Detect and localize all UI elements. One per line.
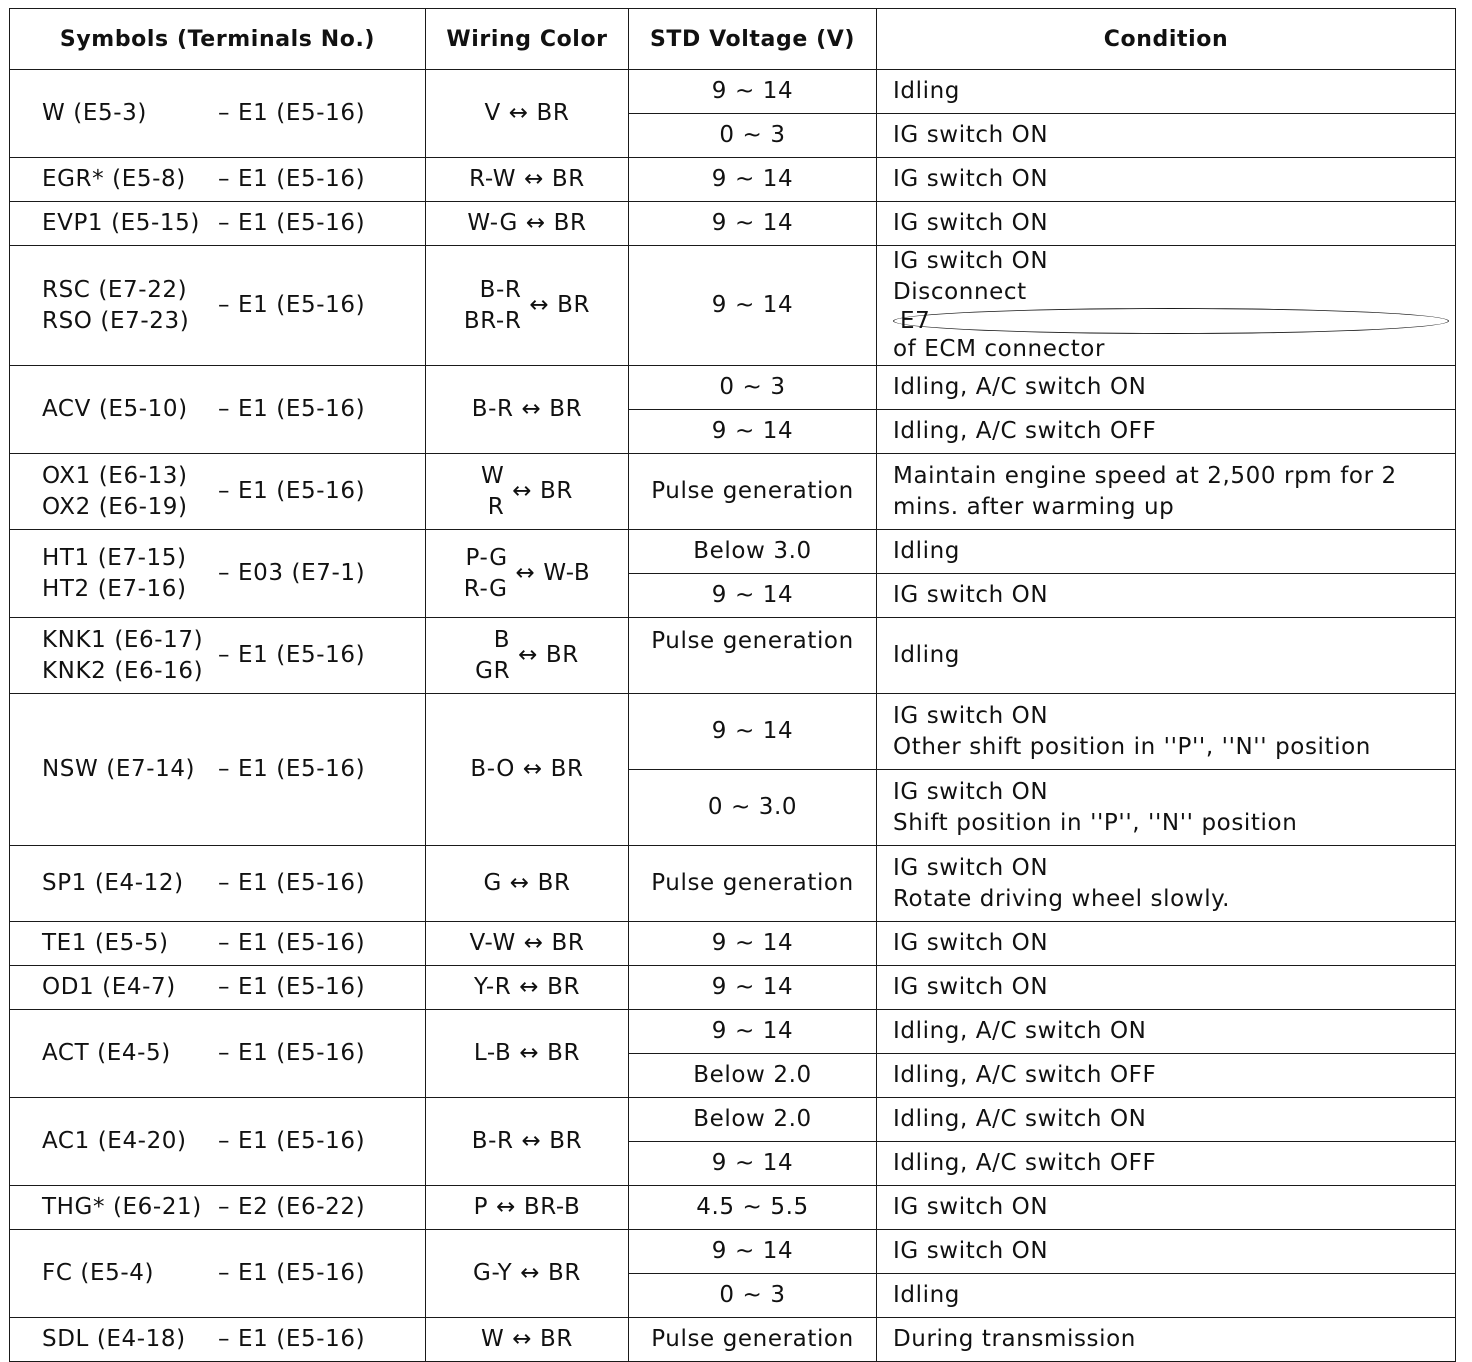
connector-e7-badge: E7: [893, 308, 1449, 334]
voltage-cell: 9 ~ 14: [629, 1010, 877, 1054]
condition-cell: IG switch ON: [877, 202, 1456, 246]
wiring-cell: Y-R ↔ BR: [426, 966, 629, 1010]
wiring-cell: B GR ↔ BR: [426, 618, 629, 694]
symbol-cell: KNK1 (E6-17) KNK2 (E6-16) – E1 (E5-16): [10, 618, 426, 694]
wiring-cell: G-Y ↔ BR: [426, 1230, 629, 1318]
condition-cell: IG switch ON Disconnect E7 of ECM connector: [877, 246, 1456, 366]
table-row: [10, 202, 1456, 246]
condition-cell: Idling, A/C switch OFF: [877, 1142, 1456, 1186]
condition-cell: Idling, A/C switch ON: [877, 366, 1456, 410]
wiring-cell: B-R BR-R ↔ BR: [426, 246, 629, 366]
condition-cell: IG switch ON Other shift position in ''P'', ''N'' position: [877, 694, 1456, 770]
voltage-cell: 0 ~ 3.0: [629, 770, 877, 846]
table-row: [10, 70, 1456, 114]
table-row: [10, 1010, 1456, 1054]
symbol-cell: TE1 (E5-5) – E1 (E5-16): [10, 922, 426, 966]
condition-cell: IG switch ON Rotate driving wheel slowly.: [877, 846, 1456, 922]
voltage-cell: 9 ~ 14: [629, 574, 877, 618]
condition-cell: Idling: [877, 70, 1456, 114]
condition-cell: IG switch ON: [877, 574, 1456, 618]
symbol-cell: ACV (E5-10) – E1 (E5-16): [10, 366, 426, 454]
wiring-cell: W R ↔ BR: [426, 454, 629, 530]
condition-cell: Idling, A/C switch ON: [877, 1098, 1456, 1142]
table-header-row: [10, 9, 1456, 70]
table-row: [10, 618, 1456, 694]
condition-cell: IG switch ON: [877, 1230, 1456, 1274]
voltage-cell: Below 3.0: [629, 530, 877, 574]
symbol-cell: OX1 (E6-13) OX2 (E6-19) – E1 (E5-16): [10, 454, 426, 530]
symbol-cell: SP1 (E4-12) – E1 (E5-16): [10, 846, 426, 922]
table-row: [10, 966, 1456, 1010]
voltage-cell: Below 2.0: [629, 1054, 877, 1098]
table-row: [10, 1230, 1456, 1274]
voltage-cell: 0 ~ 3: [629, 1274, 877, 1318]
symbol-cell: RSC (E7-22) RSO (E7-23) – E1 (E5-16): [10, 246, 426, 366]
header-symbols: Symbols (Terminals No.): [10, 9, 426, 70]
wiring-cell: B-R ↔ BR: [426, 1098, 629, 1186]
voltage-cell: 9 ~ 14: [629, 922, 877, 966]
condition-cell: Idling: [877, 618, 1456, 694]
header-std-voltage: STD Voltage (V): [629, 9, 877, 70]
table-row: [10, 454, 1456, 530]
condition-cell: IG switch ON: [877, 1186, 1456, 1230]
symbol-cell: FC (E5-4) – E1 (E5-16): [10, 1230, 426, 1318]
voltage-cell: 9 ~ 14: [629, 966, 877, 1010]
wiring-cell: V ↔ BR: [426, 70, 629, 158]
condition-cell: IG switch ON: [877, 114, 1456, 158]
wiring-cell: P ↔ BR-B: [426, 1186, 629, 1230]
condition-cell: Idling, A/C switch OFF: [877, 410, 1456, 454]
condition-cell: IG switch ON Shift position in ''P'', ''N'' position: [877, 770, 1456, 846]
voltage-cell: 9 ~ 14: [629, 410, 877, 454]
voltage-cell: 9 ~ 14: [629, 158, 877, 202]
table-row: [10, 158, 1456, 202]
table-row: [10, 922, 1456, 966]
condition-cell: Idling, A/C switch OFF: [877, 1054, 1456, 1098]
voltage-cell: Pulse generation: [629, 846, 877, 922]
voltage-cell: Pulse generation: [629, 454, 877, 530]
table-row: [10, 366, 1456, 410]
voltage-cell: 9 ~ 14: [629, 1142, 877, 1186]
wiring-cell: B-R ↔ BR: [426, 366, 629, 454]
table-row: [10, 1318, 1456, 1362]
condition-cell: IG switch ON: [877, 922, 1456, 966]
voltage-cell: Below 2.0: [629, 1098, 877, 1142]
symbol-cell: W (E5-3) – E1 (E5-16): [10, 70, 426, 158]
symbol-cell: EVP1 (E5-15) – E1 (E5-16): [10, 202, 426, 246]
wiring-cell: W ↔ BR: [426, 1318, 629, 1362]
condition-cell: Idling, A/C switch ON: [877, 1010, 1456, 1054]
table-row: [10, 694, 1456, 770]
wiring-cell: V-W ↔ BR: [426, 922, 629, 966]
table-row: [10, 530, 1456, 574]
condition-cell: Idling: [877, 1274, 1456, 1318]
symbol-cell: AC1 (E4-20) – E1 (E5-16): [10, 1098, 426, 1186]
voltage-cell: 0 ~ 3: [629, 114, 877, 158]
header-condition: Condition: [877, 9, 1456, 70]
voltage-cell: 4.5 ~ 5.5: [629, 1186, 877, 1230]
symbol-cell: NSW (E7-14) – E1 (E5-16): [10, 694, 426, 846]
header-wiring-color: Wiring Color: [426, 9, 629, 70]
voltage-cell: 9 ~ 14: [629, 202, 877, 246]
voltage-cell: Pulse generation: [629, 1318, 877, 1362]
wiring-cell: G ↔ BR: [426, 846, 629, 922]
condition-cell: IG switch ON: [877, 158, 1456, 202]
table-row: [10, 246, 1456, 366]
condition-cell: Maintain engine speed at 2,500 rpm for 2 mins. after warming up: [877, 454, 1456, 530]
symbol-cell: THG* (E6-21) – E2 (E6-22): [10, 1186, 426, 1230]
wiring-cell: B-O ↔ BR: [426, 694, 629, 846]
wiring-cell: P-G R-G ↔ W-B: [426, 530, 629, 618]
condition-cell: Idling: [877, 530, 1456, 574]
table-row: [10, 846, 1456, 922]
table-row: [10, 1186, 1456, 1230]
condition-cell: During transmission: [877, 1318, 1456, 1362]
symbol-cell: HT1 (E7-15) HT2 (E7-16) – E03 (E7-1): [10, 530, 426, 618]
voltage-cell: 9 ~ 14: [629, 1230, 877, 1274]
voltage-cell: Pulse generation: [629, 618, 877, 694]
wiring-cell: R-W ↔ BR: [426, 158, 629, 202]
ecm-terminal-voltage-table: [9, 8, 1456, 1362]
voltage-cell: 0 ~ 3: [629, 366, 877, 410]
symbol-cell: EGR* (E5-8) – E1 (E5-16): [10, 158, 426, 202]
table-row: [10, 1098, 1456, 1142]
symbol-cell: ACT (E4-5) – E1 (E5-16): [10, 1010, 426, 1098]
voltage-cell: 9 ~ 14: [629, 246, 877, 366]
wiring-cell: L-B ↔ BR: [426, 1010, 629, 1098]
voltage-cell: 9 ~ 14: [629, 694, 877, 770]
voltage-cell: 9 ~ 14: [629, 70, 877, 114]
symbol-cell: SDL (E4-18) – E1 (E5-16): [10, 1318, 426, 1362]
wiring-cell: W-G ↔ BR: [426, 202, 629, 246]
symbol-cell: OD1 (E4-7) – E1 (E5-16): [10, 966, 426, 1010]
condition-cell: IG switch ON: [877, 966, 1456, 1010]
